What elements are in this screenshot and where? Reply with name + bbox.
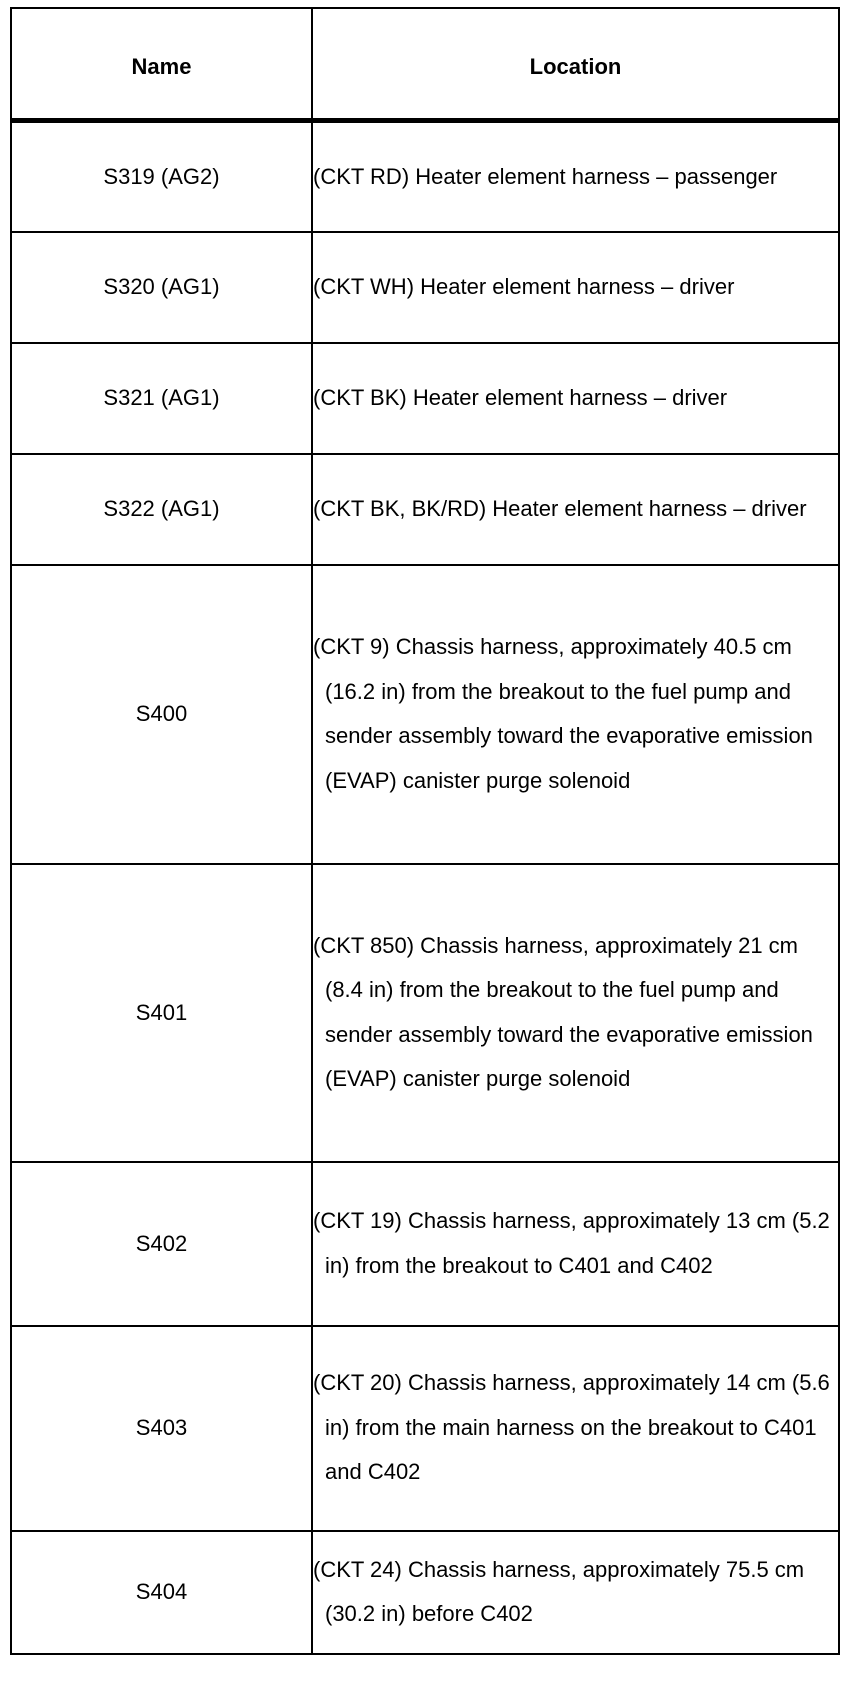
splice-location-cell <box>312 232 839 343</box>
splice-location-text: (CKT WH) Heater element harness – driver <box>313 273 735 299</box>
table-row <box>11 121 839 232</box>
splice-name-cell: S320 (AG1) <box>11 232 312 343</box>
column-header-name: Name <box>11 8 312 121</box>
header-row <box>11 8 839 121</box>
splice-location-cell <box>312 1326 839 1531</box>
table-row <box>11 565 839 864</box>
splice-name-cell: S322 (AG1) <box>11 454 312 565</box>
table-row <box>11 343 839 454</box>
splice-location-table <box>10 7 840 1655</box>
splice-location-text: (CKT BK) Heater element harness – driver <box>313 384 728 410</box>
splice-name-cell: S402 <box>11 1162 312 1326</box>
table-row <box>11 864 839 1162</box>
splice-name-cell: S319 (AG2) <box>11 121 312 232</box>
splice-name-cell: S321 (AG1) <box>11 343 312 454</box>
table-row <box>11 232 839 343</box>
splice-location-cell <box>312 121 839 232</box>
table-row <box>11 454 839 565</box>
table-row <box>11 1531 839 1654</box>
column-header-location: Location <box>312 8 839 121</box>
splice-location-text: (CKT 24) Chassis harness, approximately 75.5 cm (30.2 in) before C402 <box>313 1556 805 1626</box>
splice-name-cell: S400 <box>11 565 312 864</box>
table-row <box>11 1162 839 1326</box>
splice-location-cell <box>312 1162 839 1326</box>
splice-location-cell <box>312 864 839 1162</box>
splice-location-text: (CKT BK, BK/RD) Heater element harness – driver <box>313 495 807 521</box>
splice-name-cell: S403 <box>11 1326 312 1531</box>
splice-location-cell <box>312 1531 839 1654</box>
splice-name-cell: S401 <box>11 864 312 1162</box>
splice-location-text: (CKT RD) Heater element harness – passenger <box>313 163 778 189</box>
splice-location-cell <box>312 565 839 864</box>
splice-location-cell <box>312 454 839 565</box>
splice-location-text: (CKT 20) Chassis harness, approximately 14 cm (5.6 in) from the main harness on the breakout to C401 and C402 <box>313 1370 830 1485</box>
splice-location-cell <box>312 343 839 454</box>
splice-location-text: (CKT 19) Chassis harness, approximately 13 cm (5.2 in) from the breakout to C401 and C402 <box>313 1208 830 1278</box>
table-row <box>11 1326 839 1531</box>
splice-name-cell: S404 <box>11 1531 312 1654</box>
splice-location-text: (CKT 9) Chassis harness, approximately 40.5 cm (16.2 in) from the breakout to the fuel pump and sender assembly toward the evaporative emission (EVAP) canister purge solenoid <box>313 634 813 793</box>
splice-location-text: (CKT 850) Chassis harness, approximately 21 cm (8.4 in) from the breakout to the fuel pump and sender assembly toward the evaporative emission (EVAP) canister purge solenoid <box>313 932 813 1091</box>
